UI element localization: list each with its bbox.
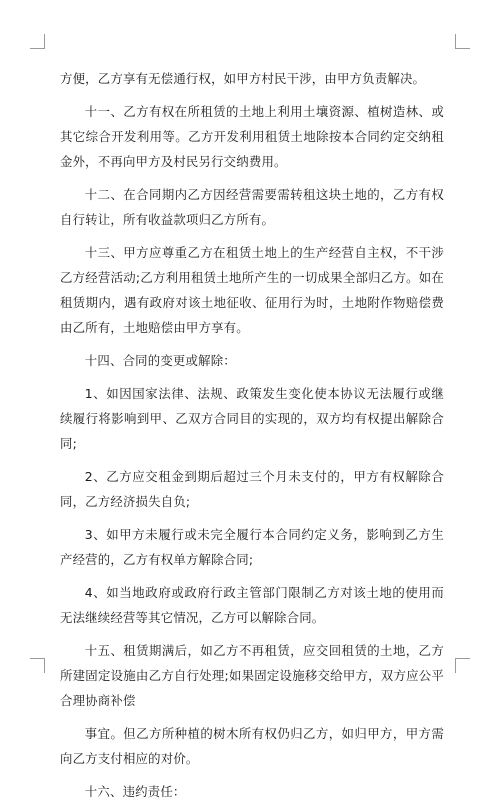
crop-mark-top-left <box>30 34 45 49</box>
crop-mark-bottom-left <box>30 658 45 673</box>
crop-mark-bottom-right <box>455 658 470 673</box>
clause-16-heading: 十六、违约责任： <box>84 784 186 799</box>
clause-11: 十一、乙方有权在所租赁的土地上利用土壤资源、植树造林、或其它综合开发利用等。乙方开发利用租赁土地除按本合同约定交纳租金外，不再向甲方及村民另行交纳费用。 <box>60 104 444 169</box>
paragraph-continuation: 方便，乙方享有无偿通行权，如甲方村民干涉，由甲方负责解决。 <box>60 71 426 86</box>
clause-15: 十五、租赁期满后，如乙方不再租赁，应交回租赁的土地，乙方所建固定设施由乙方自行处理;如果固定设施移交给甲方，双方应公平合理协商补偿 <box>60 643 444 708</box>
clause-15-continuation: 事宜。但乙方所种植的树木所有权仍归乙方，如归甲方，甲方需向乙方支付相应的对价。 <box>60 726 444 766</box>
clause-14-item-3: 3、如甲方未履行或未完全履行本合同约定义务，影响到乙方生产经营的，乙方有权单方解除合同; <box>60 527 444 567</box>
document-body <box>60 66 444 812</box>
clause-12: 十二、在合同期内乙方因经营需要需转租这块土地的，乙方有权自行转让，所有收益款项归乙方所有。 <box>60 187 444 227</box>
clause-13: 十三、甲方应尊重乙方在租赁土地上的生产经营自主权，不干涉乙方经营活动;乙方利用租赁土地所产生的一切成果全部归乙方。如在租赁期内，遇有政府对该土地征收、征用行为时，土地附作物赔偿费由乙所有，土地赔偿由甲方享有。 <box>60 245 444 335</box>
clause-14-item-4: 4、如当地政府或政府行政主管部门限制乙方对该土地的使用而无法继续经营等其它情况，乙方可以解除合同。 <box>60 585 444 625</box>
crop-mark-top-right <box>455 34 470 49</box>
clause-14-heading: 十四、合同的变更或解除： <box>84 353 236 368</box>
clause-14-item-2: 2、乙方应交租金到期后超过三个月未支付的，甲方有权解除合同，乙方经济损失自负; <box>60 469 444 509</box>
clause-14-item-1: 1、如因国家法律、法规、政策发生变化使本协议无法履行或继续履行将影响到甲、乙双方合同目的实现的，双方均有权提出解除合同; <box>60 386 444 451</box>
